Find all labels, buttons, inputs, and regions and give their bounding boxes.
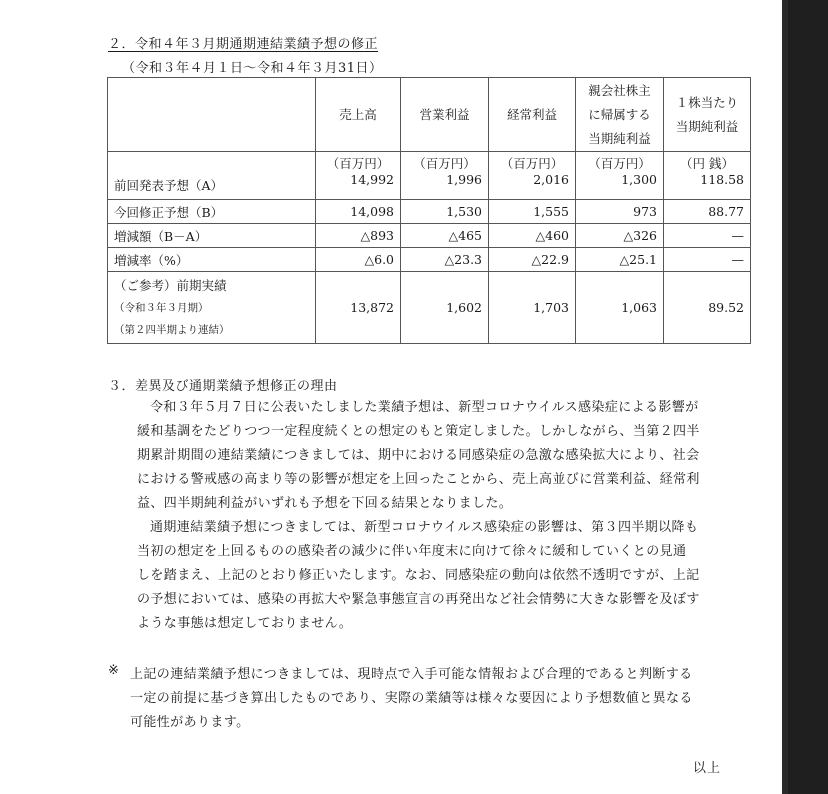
cell-operating: [401, 152, 489, 200]
cell-sales: △893: [316, 224, 401, 248]
cell-operating: 1,530: [401, 200, 489, 224]
cell-operating: 1,602: [401, 272, 489, 344]
reason-paragraph-1: [137, 396, 727, 516]
header-net-line-1: 親会社株主: [588, 82, 651, 98]
cell-value: 118.58: [700, 172, 744, 187]
cell-ordinary: [489, 152, 576, 200]
table-header-row: [108, 78, 751, 152]
table-row-revised-forecast: [108, 200, 751, 224]
header-operating-profit: 営業利益: [401, 78, 489, 152]
table-row-change-amount: [108, 224, 751, 248]
cell-sales: [316, 152, 401, 200]
paragraph-line: ような事態は想定しておりません。: [137, 616, 353, 631]
note-asterisk-mark: ※: [108, 663, 119, 678]
cell-net: [576, 152, 664, 200]
cell-eps: 89.52: [664, 272, 751, 344]
paragraph-line: 期累計期間の連結業績につきましては、期中における同感染症の急激な感染拡大により、社会: [137, 448, 700, 463]
header-blank-cell: [108, 78, 316, 152]
cell-sales: 14,098: [316, 200, 401, 224]
paragraph-line: 令和３年５月７日に公表いたしました業績予想は、新型コロナウイルス感染症による影響が: [150, 400, 699, 415]
cell-value: 2,016: [533, 172, 569, 187]
header-net-line-2: に帰属する: [588, 106, 651, 122]
header-sales: 売上高: [316, 78, 401, 152]
forecast-period: （令和３年４月１日～令和４年３月31日）: [122, 61, 383, 76]
reference-consolidation-note: （第２四半期より連結）: [114, 323, 230, 336]
cell-sales: △6.0: [316, 248, 401, 272]
row-label: 増減率（%）: [108, 248, 316, 272]
paragraph-line: しを踏まえ、上記のとおり修正いたします。なお、同感染症の動向は依然不透明ですが、上記: [137, 568, 700, 583]
paragraph-line: 緩和基調をたどりつつ一定程度続くとの想定のもと策定しました。しかしながら、当第２四半: [137, 424, 700, 439]
unit-label: （百万円）: [413, 156, 476, 171]
header-ordinary-profit: 経常利益: [489, 78, 576, 152]
header-eps: [664, 78, 751, 152]
cell-value: 1,300: [621, 172, 657, 187]
header-net-profit: [576, 78, 664, 152]
cell-ordinary: △460: [489, 224, 576, 248]
disclaimer-note: [130, 663, 730, 735]
reference-label: （ご参考）前期実績: [114, 277, 227, 293]
cell-value: 1,996: [446, 172, 482, 187]
section-2-title: ２．令和４年３月期通期連結業績予想の修正: [108, 37, 379, 52]
cell-net: △326: [576, 224, 664, 248]
paragraph-line: 益、四半期純利益がいずれも予想を下回る結果となりました。: [137, 496, 513, 511]
note-line: 可能性があります。: [130, 715, 250, 730]
page-edge-shadow: [782, 0, 788, 794]
header-eps-line-1: １株当たり: [675, 94, 739, 110]
reference-fiscal-year: （令和３年３月期）: [114, 301, 209, 314]
row-label: 増減額（B－A）: [108, 224, 316, 248]
section-3-title: ３．差異及び通期業績予想修正の理由: [108, 379, 338, 394]
row-label-reference: [108, 272, 316, 344]
cell-eps: —: [664, 248, 751, 272]
paragraph-line: における警戒感の高まり等の影響が想定を上回ったことから、売上高並びに営業利益、経常利: [137, 472, 700, 487]
cell-net: △25.1: [576, 248, 664, 272]
paragraph-line: 通期連結業績予想につきましては、新型コロナウイルス感染症の影響は、第３四半期以降も: [150, 520, 699, 535]
cell-eps: 88.77: [664, 200, 751, 224]
table-row-previous-forecast: [108, 152, 751, 200]
header-eps-line-2: 当期純利益: [675, 118, 739, 134]
row-label: 今回修正予想（B）: [108, 200, 316, 224]
paragraph-line: 当初の想定を上回るものの感染者の減少に伴い年度末に向けて徐々に緩和していくとの見通: [137, 544, 687, 559]
cell-ordinary: △22.9: [489, 248, 576, 272]
closing-mark: 以上: [693, 761, 722, 776]
table-row-prior-year-actual: [108, 272, 751, 344]
cell-operating: △23.3: [401, 248, 489, 272]
table-row-change-rate: [108, 248, 751, 272]
unit-label: （百万円）: [500, 156, 564, 171]
cell-net: 1,063: [576, 272, 664, 344]
header-net-line-3: 当期純利益: [588, 130, 651, 146]
cell-eps: —: [664, 224, 751, 248]
cell-eps: [664, 152, 751, 200]
forecast-revision-table: [107, 77, 751, 344]
unit-label: （百万円）: [588, 156, 651, 171]
paragraph-line: の予想においては、感染の再拡大や緊急事態宣言の再発出など社会情勢に大きな影響を及ぼす: [137, 592, 700, 607]
cell-operating: △465: [401, 224, 489, 248]
cell-ordinary: 1,703: [489, 272, 576, 344]
cell-ordinary: 1,555: [489, 200, 576, 224]
unit-label: （円 銭）: [680, 156, 734, 171]
note-line: 一定の前提に基づき算出したものであり、実際の業績等は様々な要因により予想数値と異なる: [130, 691, 693, 706]
unit-label: （百万円）: [326, 156, 390, 171]
cell-net: 973: [576, 200, 664, 224]
cell-value: 14,992: [350, 172, 394, 187]
note-line: 上記の連結業績予想につきましては、現時点で入手可能な情報および合理的であると判断する: [130, 667, 693, 682]
reason-paragraph-2: [137, 516, 727, 636]
cell-sales: 13,872: [316, 272, 401, 344]
row-label: 前回発表予想（A）: [108, 152, 316, 200]
